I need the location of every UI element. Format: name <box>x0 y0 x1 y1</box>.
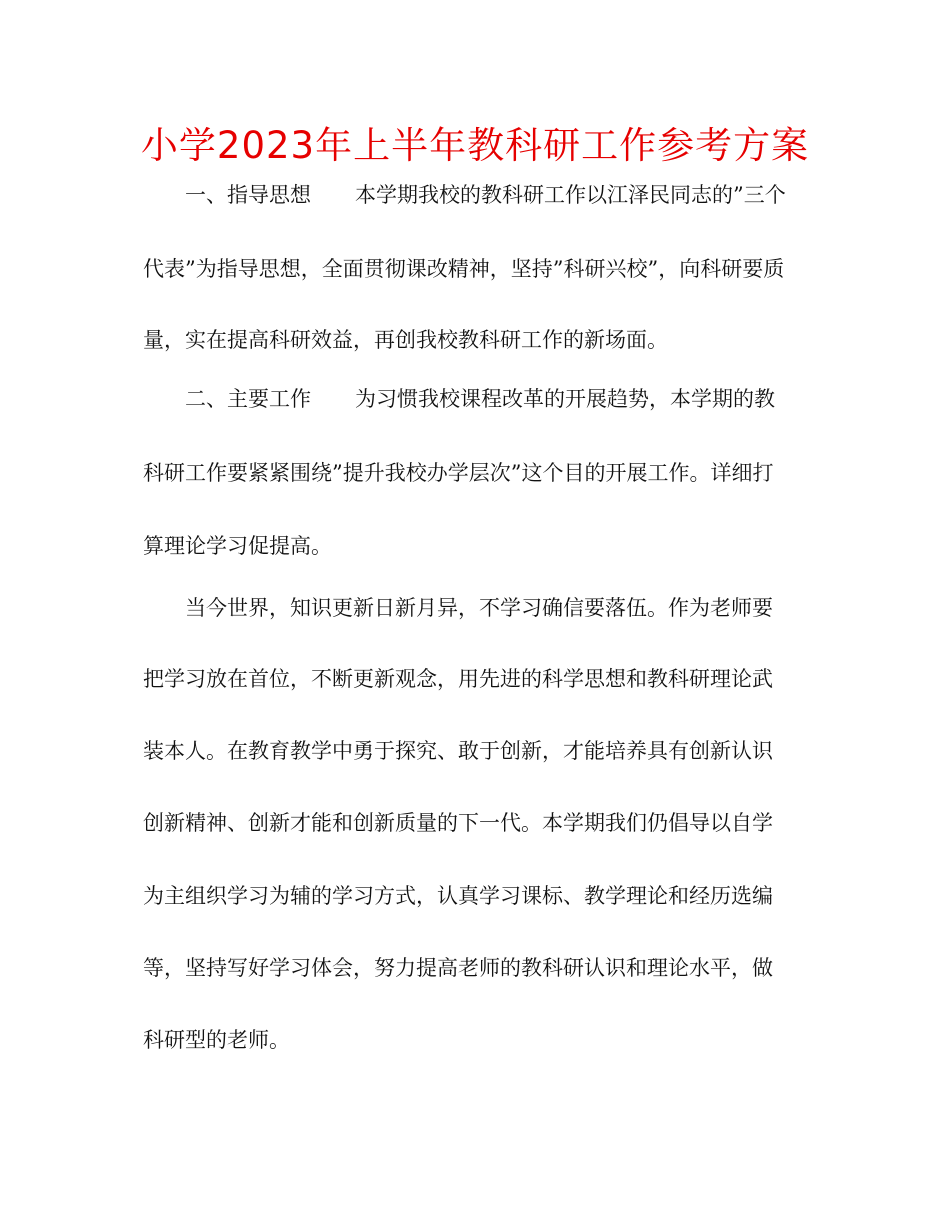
line-text: 为习惯我校课程改革的开展趋势，本学期的教 <box>355 387 775 411</box>
paragraph-line <box>143 384 865 414</box>
paragraph-line: 把学习放在首位，不断更新观念，用先进的科学思想和教科研理论武 <box>143 667 773 691</box>
paragraph-line: 量，实在提高科研效益，再创我校教科研工作的新场面。 <box>143 328 668 352</box>
paragraph-line: 代表”为指导思想，全面贯彻课改精神，坚持”科研兴校”，向科研要质 <box>143 257 785 281</box>
line-text: 本学期我校的教科研工作以江泽民同志的”三个 <box>355 183 786 207</box>
section-heading: 一、指导思想 <box>185 183 311 207</box>
paragraph-line: 装本人。在教育教学中勇于探究、敢于创新，才能培养具有创新认识 <box>143 739 773 763</box>
paragraph-line: 等，坚持写好学习体会，努力提高老师的教科研认识和理论水平，做 <box>143 956 773 980</box>
document-title: 小学2023年上半年教科研工作参考方案 <box>140 124 810 167</box>
paragraph-line: 算理论学习促提高。 <box>143 534 332 558</box>
paragraph-line: 科研型的老师。 <box>143 1028 290 1052</box>
paragraph-line <box>143 180 865 210</box>
paragraph-line: 科研工作要紧紧围绕”提升我校办学层次”这个目的开展工作。详细打 <box>143 461 774 485</box>
paragraph-line: 为主组织学习为辅的学习方式，认真学习课标、教学理论和经历选编 <box>143 884 773 908</box>
paragraph-line: 当今世界，知识更新日新月异，不学习确信要落伍。作为老师要 <box>185 596 773 620</box>
paragraph-line: 创新精神、创新才能和创新质量的下一代。本学期我们仍倡导以自学 <box>143 811 773 835</box>
section-heading: 二、主要工作 <box>185 387 311 411</box>
